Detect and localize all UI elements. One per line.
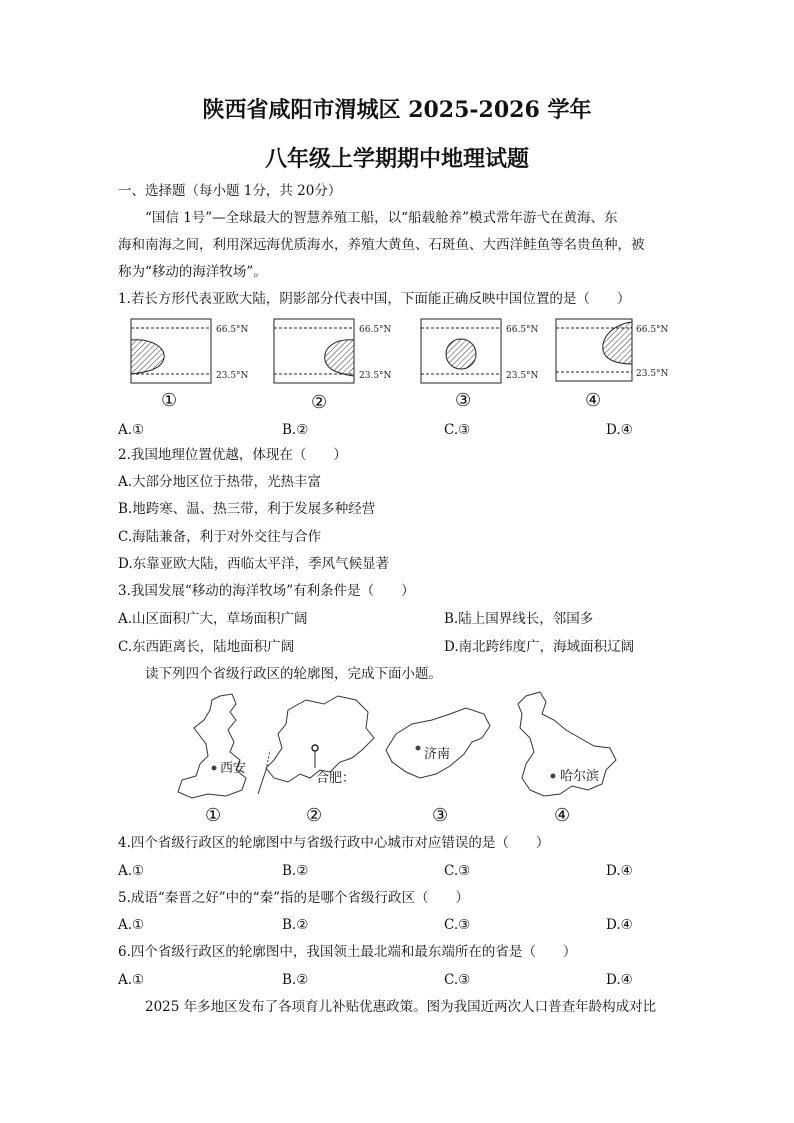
intro-line-3: 称为“移动的海洋牧场”。: [118, 264, 267, 280]
city-label-hefei: 合肥：: [316, 771, 356, 786]
q1-fig4-lat-bottom: 23.5°N: [636, 369, 669, 379]
city-label-harbin: 哈尔滨: [560, 769, 600, 784]
q1-figure-1: [130, 318, 260, 386]
q1-fig-label-1: ①: [161, 390, 178, 411]
q6-stem: 6.四个省级行政区的轮廓图中，我国领土最北端和最东端所在的省是（ ）: [118, 944, 577, 960]
q1-option-a[interactable]: A.①: [118, 422, 145, 438]
q1-figure-4: [555, 318, 685, 386]
q5-option-c[interactable]: C.③: [444, 917, 471, 933]
q6-option-d[interactable]: D.④: [606, 972, 633, 988]
q6-option-c[interactable]: C.③: [444, 972, 471, 988]
q1-option-d[interactable]: D.④: [606, 422, 633, 438]
last-paragraph: 2025 年多地区发布了各项育儿补贴优惠政策。图为我国近两次人口普查年龄构成对比: [145, 999, 657, 1015]
q3-option-d[interactable]: D.南北跨纬度广，海域面积辽阔: [444, 639, 635, 655]
q1-fig2-lat-bottom: 23.5°N: [359, 371, 392, 381]
q4-option-b[interactable]: B.②: [282, 863, 309, 879]
q1-option-c[interactable]: C.③: [444, 422, 471, 438]
q5-option-d[interactable]: D.④: [606, 917, 633, 933]
q1-fig2-lat-top: 66.5°N: [359, 325, 392, 335]
q1-fig1-lat-bottom: 23.5°N: [216, 371, 249, 381]
city-label-xian: 西安: [220, 761, 247, 776]
q5-option-b[interactable]: B.②: [282, 917, 309, 933]
q3-stem: 3.我国发展“移动的海洋牧场”有利条件是（ ）: [118, 583, 415, 599]
map-intro: 读下列四个省级行政区的轮廓图，完成下面小题。: [145, 666, 442, 682]
map-label-2: ②: [306, 805, 323, 826]
q1-option-b[interactable]: B.②: [282, 422, 309, 438]
province-outline-1: [178, 694, 246, 798]
q2-option-c[interactable]: C.海陆兼备，利于对外交往与合作: [118, 529, 322, 545]
exam-title-line2: 八年级上学期期中地理试题: [264, 146, 529, 172]
q4-option-d[interactable]: D.④: [606, 863, 633, 879]
q1-figure-3: [420, 318, 550, 386]
q2-option-d[interactable]: D.东靠亚欧大陆，西临太平洋，季风气候显著: [118, 556, 390, 572]
map-label-4: ④: [554, 805, 571, 826]
q1-stem: 1.若长方形代表亚欧大陆，阴影部分代表中国，下面能正确反映中国位置的是（ ）: [118, 291, 631, 307]
q2-option-a[interactable]: A.大部分地区位于热带，光热丰富: [118, 474, 322, 490]
q5-option-a[interactable]: A.①: [118, 917, 145, 933]
q3-option-a[interactable]: A.山区面积广大，草场面积广阔: [118, 611, 308, 627]
q1-fig-label-4: ④: [585, 390, 602, 411]
q1-figure-2: [273, 318, 403, 386]
exam-title-line1: 陕西省咸阳市渭城区 2025-2026 学年: [202, 97, 592, 123]
q1-fig3-lat-top: 66.5°N: [506, 325, 539, 335]
province-outline-2: [266, 696, 374, 782]
intro-line-2: 海和南海之间，利用深远海优质海水，养殖大黄鱼、石斑鱼、大西洋鲑鱼等名贵鱼种，被: [118, 237, 645, 253]
q1-fig3-lat-bottom: 23.5°N: [506, 371, 539, 381]
q4-option-a[interactable]: A.①: [118, 863, 145, 879]
q3-option-b[interactable]: B.陆上国界线长，邻国多: [444, 611, 594, 627]
q1-fig-label-3: ③: [455, 390, 472, 411]
q4-stem: 4.四个省级行政区的轮廓图中与省级行政中心城市对应错误的是（ ）: [118, 835, 550, 851]
intro-line-1: “国信 1号”—全球最大的智慧养殖工船，以“船载舱养”模式常年游弋在黄海、东: [145, 210, 618, 226]
q1-fig1-lat-top: 66.5°N: [216, 325, 249, 335]
q4-option-c[interactable]: C.③: [444, 863, 471, 879]
q6-option-b[interactable]: B.②: [282, 972, 309, 988]
map-label-1: ①: [205, 805, 222, 826]
map-label-3: ③: [432, 805, 449, 826]
province-maps: [170, 690, 670, 810]
section-heading: 一、选择题（每小题 1分，共 20分）: [118, 183, 342, 199]
q5-stem: 5.成语“秦晋之好”中的“秦”指的是哪个省级行政区（ ）: [118, 890, 469, 906]
q1-fig-label-2: ②: [311, 392, 328, 413]
q1-fig4-lat-top: 66.5°N: [636, 325, 669, 335]
q6-option-a[interactable]: A.①: [118, 972, 145, 988]
province-outline-3: [386, 708, 490, 778]
q2-option-b[interactable]: B.地跨寒、温、热三带，利于发展多种经营: [118, 501, 376, 517]
q3-option-c[interactable]: C.东西距离长，陆地面积广阔: [118, 639, 295, 655]
city-label-jinan: 济南: [424, 747, 451, 762]
q2-stem: 2.我国地理位置优越，体现在（ ）: [118, 447, 347, 463]
